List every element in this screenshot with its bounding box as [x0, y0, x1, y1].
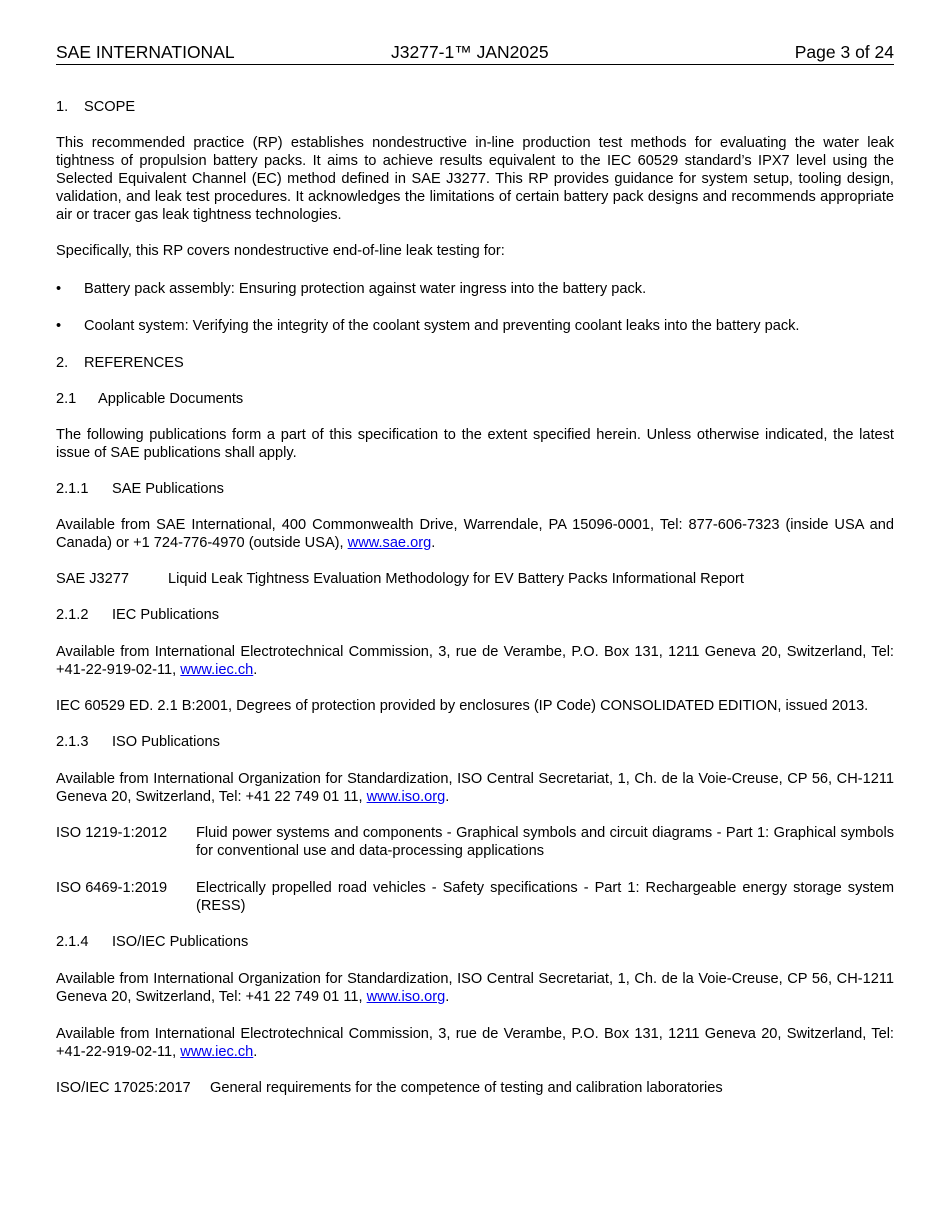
- reference-title: Liquid Leak Tightness Evaluation Methodology for EV Battery Packs Informational Report: [168, 571, 744, 587]
- section-number: 2.1.4: [56, 934, 89, 950]
- iec-availability-paragraph: [56, 643, 894, 679]
- header-page-number: Page 3 of 24: [794, 42, 894, 62]
- list-item-text: Coolant system: Verifying the integrity of the coolant system and preventing coolant leaks into the battery pack.: [84, 318, 800, 334]
- applicable-documents-paragraph: The following publications form a part of this specification to the extent specified herein. Unless otherwise indicated, the latest issue of SAE publications shall apply.: [56, 427, 894, 461]
- iso-availability-text: Available from International Organization for Standardization, ISO Central Secretariat, 1, Ch. de la Voie-Creuse, CP 56, CH-1211 Geneva 20, Switzerland, Tel: +41 22 749 01 11,: [56, 971, 894, 1005]
- period: .: [431, 535, 436, 551]
- section-2-1-2-heading: [56, 606, 894, 624]
- period: .: [445, 789, 450, 805]
- reference-title: General requirements for the competence of testing and calibration laboratories: [210, 1080, 723, 1096]
- iec-website-link[interactable]: www.iec.ch: [180, 662, 254, 678]
- iec-availability-text: Available from International Electrotechnical Commission, 3, rue de Verambe, P.O. Box 131, 1211 Geneva 20, Switzerland, Tel: +41-22-919-02-11,: [56, 644, 894, 678]
- section-1-heading: [56, 98, 894, 116]
- reference-entry: [56, 879, 894, 915]
- iec-website-link[interactable]: www.iec.ch: [180, 1044, 254, 1060]
- section-2-1-heading: [56, 390, 894, 408]
- section-2-1-1-heading: [56, 480, 894, 498]
- bullet-marker: •: [56, 318, 62, 334]
- section-title: IEC Publications: [112, 607, 220, 623]
- section-number: 2.1.3: [56, 734, 89, 750]
- isoiec-iec-availability-paragraph: [56, 1025, 894, 1061]
- section-title: SAE Publications: [112, 481, 224, 497]
- section-2-heading: [56, 354, 894, 372]
- reference-entry: [56, 570, 894, 588]
- section-title: SCOPE: [84, 99, 136, 115]
- scope-paragraph: This recommended practice (RP) establishes nondestructive in-line production test methods for evaluating the water leak tightness of propulsion battery packs. It aims to achieve results equivalent to the IEC 60529 standard’s IPX7 level using the Selected Equivalent Channel (EC) method defined in SAE J3277. This RP provides guidance for system setup, tooling design, validation, and leak test procedures. It acknowledges the limitations of certain battery pack designs and recommends appropriate air or tracer gas leak tightness technologies.: [56, 135, 894, 223]
- document-page: [56, 42, 894, 1097]
- section-title: ISO/IEC Publications: [112, 934, 249, 950]
- section-title: REFERENCES: [84, 355, 184, 371]
- page-header: [56, 42, 894, 65]
- period: .: [253, 662, 258, 678]
- reference-title: Fluid power systems and components - Graphical symbols and circuit diagrams - Part 1: Graphical symbols for conventional use and data-processing applications: [196, 825, 894, 859]
- iso-availability-text: Available from International Organization for Standardization, ISO Central Secretariat, 1, Ch. de la Voie-Creuse, CP 56, CH-1211 Geneva 20, Switzerland, Tel: +41 22 749 01 11,: [56, 771, 894, 805]
- header-document-id: J3277-1™ JAN2025: [391, 42, 549, 62]
- section-title: ISO Publications: [112, 734, 220, 750]
- iec-reference-paragraph: IEC 60529 ED. 2.1 B:2001, Degrees of protection provided by enclosures (IP Code) CONSOLIDATED EDITION, issued 2013.: [56, 698, 869, 714]
- sae-website-link[interactable]: www.sae.org: [347, 535, 432, 551]
- iso-website-link[interactable]: www.iso.org: [366, 789, 446, 805]
- sae-availability-text: Available from SAE International, 400 Commonwealth Drive, Warrendale, PA 15096-0001, Tel: 877-606-7323 (inside USA and Canada) or +1 724-776-4970 (outside USA),: [56, 517, 894, 551]
- section-number: 2.1.1: [56, 481, 89, 497]
- period: .: [445, 989, 450, 1005]
- scope-intro-paragraph: Specifically, this RP covers nondestructive end-of-line leak testing for:: [56, 243, 505, 259]
- section-number: 2.: [56, 355, 69, 371]
- section-number: 2.1: [56, 391, 77, 407]
- sae-availability-paragraph: [56, 516, 894, 552]
- iec-availability-text: Available from International Electrotechnical Commission, 3, rue de Verambe, P.O. Box 131, 1211 Geneva 20, Switzerland, Tel: +41-22-919-02-11,: [56, 1026, 894, 1060]
- section-2-1-4-heading: [56, 933, 894, 951]
- reference-code: SAE J3277: [56, 571, 130, 587]
- reference-title: Electrically propelled road vehicles - Safety specifications - Part 1: Rechargeable energy storage system (RESS): [196, 880, 894, 914]
- list-item: [56, 280, 894, 298]
- reference-code: ISO 6469-1:2019: [56, 880, 168, 896]
- bullet-marker: •: [56, 281, 62, 297]
- section-2-1-3-heading: [56, 733, 894, 751]
- period: .: [253, 1044, 258, 1060]
- reference-entry: [56, 1079, 894, 1097]
- section-number: 2.1.2: [56, 607, 89, 623]
- list-item: [56, 317, 894, 335]
- section-title: Applicable Documents: [98, 391, 244, 407]
- reference-code: ISO 1219-1:2012: [56, 825, 168, 841]
- section-number: 1.: [56, 99, 69, 115]
- iso-website-link[interactable]: www.iso.org: [366, 989, 446, 1005]
- reference-entry: [56, 824, 894, 860]
- isoiec-iso-availability-paragraph: [56, 970, 894, 1006]
- header-organization: SAE INTERNATIONAL: [56, 42, 235, 62]
- reference-code: ISO/IEC 17025:2017: [56, 1080, 191, 1096]
- iso-availability-paragraph: [56, 770, 894, 806]
- list-item-text: Battery pack assembly: Ensuring protection against water ingress into the battery pack.: [84, 281, 647, 297]
